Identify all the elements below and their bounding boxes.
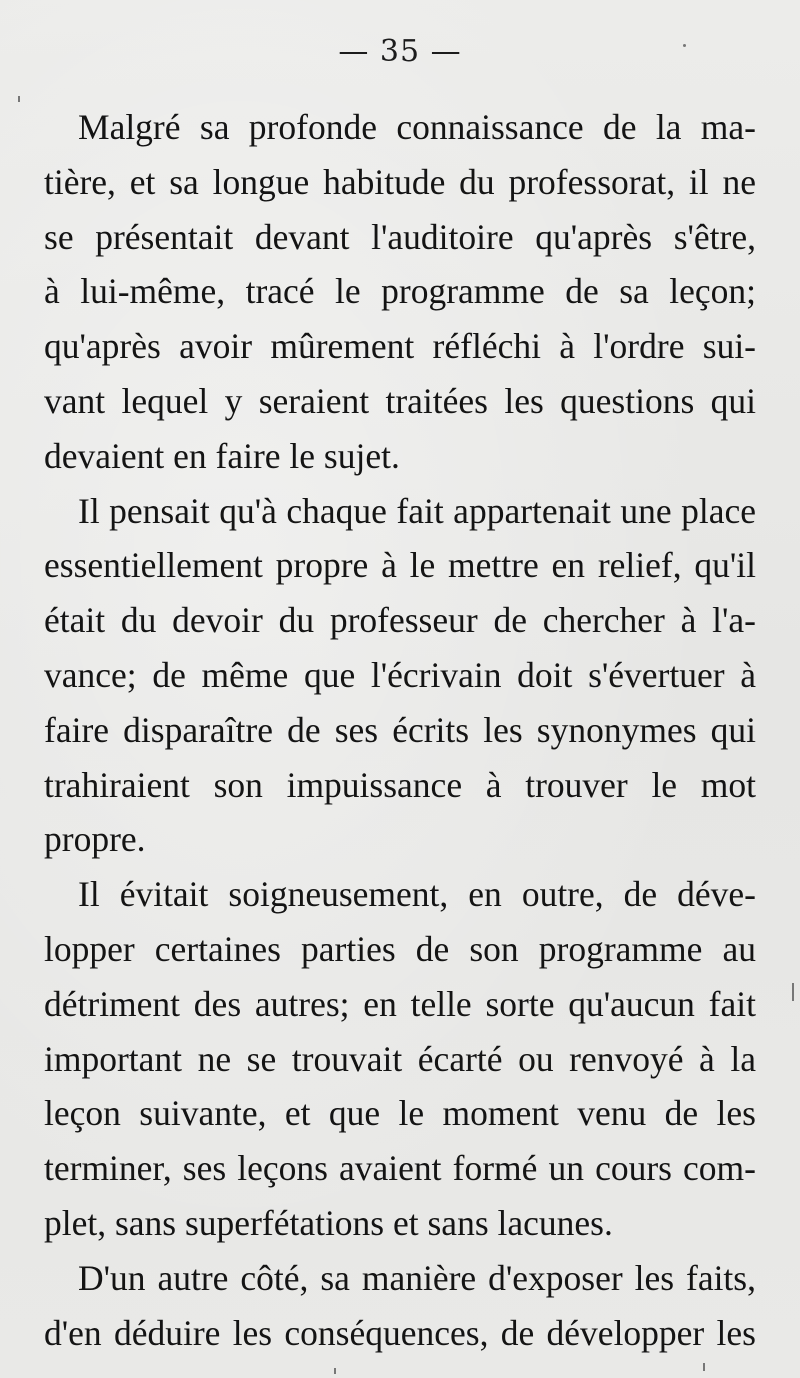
text-line: Malgré sa profonde connaissance de la ma- (78, 107, 756, 147)
text-line: plet, sans superfétations et sans lacunes. (44, 1202, 613, 1243)
text-line: leçon suivante, et que le moment venu de les (44, 1093, 756, 1134)
text-line: qu'après avoir mûrement réfléchi à l'ordre sui- (44, 326, 756, 367)
text-line: se présentait devant l'auditoire qu'après s'être, (44, 216, 756, 257)
text-line: devaient en faire le sujet. (44, 435, 400, 476)
text-line: faire disparaître de ses écrits les synonymes qui (44, 709, 756, 750)
text-line: terminer, ses leçons avaient formé un cours com- (44, 1148, 756, 1189)
text-line: tière, et sa longue habitude du professorat, il ne (44, 161, 756, 202)
text-line: propre. (44, 819, 146, 860)
text-line: vant lequel y seraient traitées les questions qui (44, 380, 756, 421)
page-number: — 35 — (338, 34, 462, 69)
scan-speck (18, 96, 20, 102)
body-text (44, 100, 756, 1360)
text-line: d'en déduire les conséquences, de développer les (44, 1312, 756, 1353)
text-line: trahiraient son impuissance à trouver le mot (44, 764, 756, 805)
scan-speck (703, 1363, 705, 1371)
text-line: Il évitait soigneusement, en outre, de déve- (78, 874, 756, 915)
text-line: était du devoir du professeur de chercher à l'a- (44, 600, 756, 641)
text-line: D'un autre côté, sa manière d'exposer les faits, (78, 1257, 756, 1298)
scan-speck (683, 44, 686, 47)
text-line: Il pensait qu'à chaque fait appartenait une place (78, 490, 756, 531)
text-line: vance; de même que l'écrivain doit s'évertuer à (44, 654, 756, 695)
text-line: important ne se trouvait écarté ou renvoyé à la (44, 1038, 756, 1079)
scan-speck (792, 983, 794, 1001)
text-line: essentiellement propre à le mettre en relief, qu'il (44, 545, 756, 586)
text-line: détriment des autres; en telle sorte qu'aucun fait (44, 983, 756, 1024)
scan-speck (334, 1368, 336, 1374)
text-line: à lui-même, tracé le programme de sa leçon; (44, 271, 756, 312)
text-line: lopper certaines parties de son programme au (44, 928, 756, 969)
